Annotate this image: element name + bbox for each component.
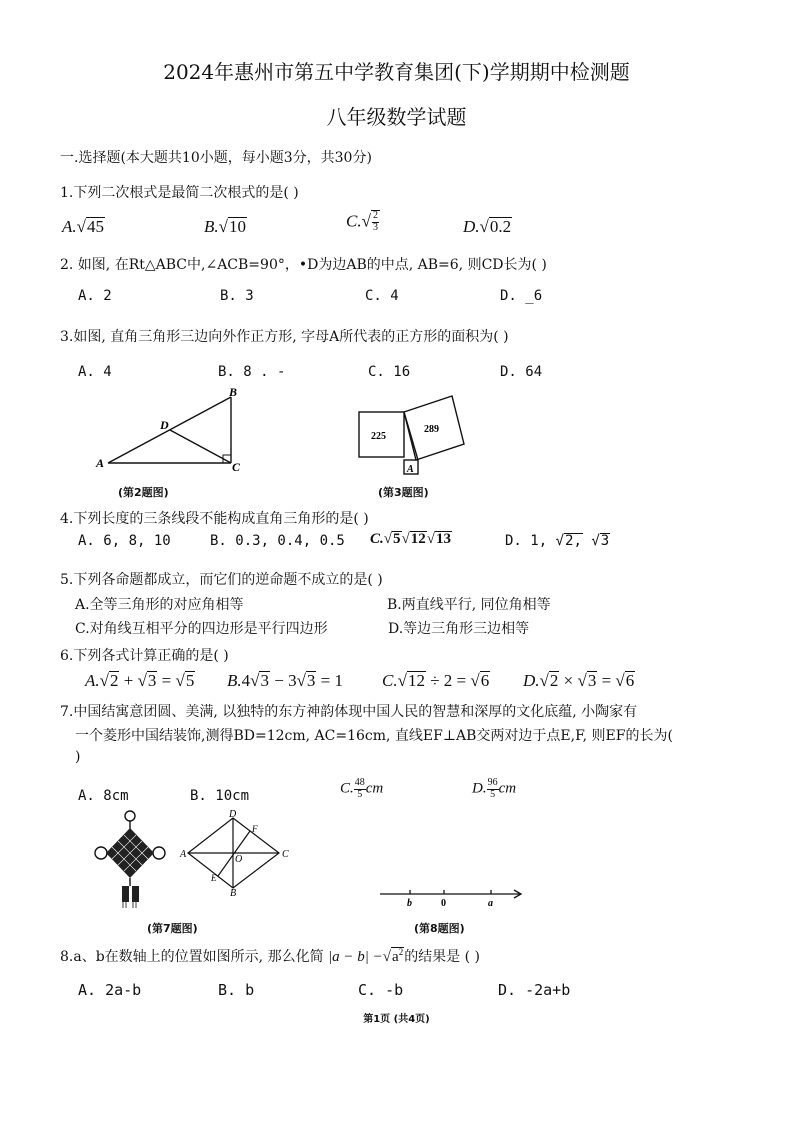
q6-option-d: D.√2 × √3 = √6: [523, 671, 635, 690]
q1-option-b: B.√10: [204, 217, 246, 236]
label-c: C: [232, 460, 241, 474]
exam-subtitle: 八年级数学试题: [326, 105, 467, 129]
label-e: E: [211, 873, 217, 883]
label-o: O: [235, 854, 243, 865]
q4-option-a: A. 6, 8, 10: [78, 533, 171, 549]
q8-option-d: D. -2a+b: [498, 981, 571, 999]
label-b: B: [230, 888, 237, 898]
question-1-stem: 1.下列二次根式是最简二次根式的是( ): [60, 185, 299, 201]
label-c: C: [282, 849, 289, 860]
question-7-line-2: 一个菱形中国结装饰,测得BD=12cm, AC=16cm, 直线EF⊥AB交两对边于点E,F, 则EF的长为(: [75, 728, 673, 744]
q2-option-a: A. 2: [78, 288, 112, 304]
label-f: F: [252, 824, 258, 834]
label-b: b: [407, 898, 412, 908]
q3-option-a: A. 4: [78, 364, 112, 380]
q1-option-c: C.√ $\frac{2}{3}$: [346, 210, 378, 233]
q5-option-b: B.两直线平行, 同位角相等: [387, 597, 551, 613]
q1-option-a: A.√45: [62, 217, 104, 236]
label-225: 225: [371, 431, 386, 442]
question-7-line-3: ): [75, 749, 81, 765]
question-5-stem: 5.下列各命题都成立，而它们的逆命题不成立的是( ): [60, 572, 383, 588]
figure-3-caption: (第3题图): [378, 486, 429, 499]
label-b: B: [229, 385, 238, 399]
q7-option-c: C. $\frac{48}{5}$ cm: [340, 777, 384, 800]
hypotenuse: [404, 412, 418, 460]
q5-option-a: A.全等三角形的对应角相等: [75, 597, 244, 613]
segment-cd: [170, 430, 231, 463]
q3-option-b: B. 8 . -: [218, 364, 286, 380]
q2-option-d: D. _6: [500, 288, 543, 304]
q7-option-a: A. 8cm: [78, 788, 129, 804]
figure-7-rhombus: [176, 808, 296, 898]
q4-option-d: D. 1, √2, √3: [505, 533, 610, 549]
q4-option-b: B. 0.3, 0.4, 0.5: [210, 533, 345, 549]
q8-option-a: A. 2a-b: [78, 981, 142, 999]
label-d: D: [160, 418, 169, 432]
question-6-stem: 6.下列各式计算正确的是( ): [60, 648, 229, 664]
q6-option-c: C.√12 ÷ 2 = √6: [382, 671, 490, 690]
page-number: 第1页 (共4页): [363, 1014, 430, 1025]
figure-8-caption: (第8题图): [414, 922, 465, 935]
exam-title: 2024年惠州市第五中学教育集团(下)学期期中检测题: [163, 60, 630, 84]
section-heading: 一.选择题(本大题共10小题，每小题3分，共30分): [60, 150, 372, 166]
label-a: A: [407, 464, 414, 475]
figure-3-squares: [352, 388, 478, 480]
label-d: D: [229, 809, 237, 820]
label-zero: 0: [441, 898, 446, 908]
q6-option-a: A.√2 + √3 = √5: [85, 671, 195, 690]
q5-option-d: D.等边三角形三边相等: [388, 621, 530, 637]
q8-option-b: B. b: [218, 981, 255, 999]
q2-option-b: B. 3: [220, 288, 254, 304]
figure-2-caption: (第2题图): [118, 486, 169, 499]
q5-option-c: C.对角线互相平分的四边形是平行四边形: [75, 621, 328, 637]
q8-option-c: C. -b: [358, 981, 404, 999]
q3-option-c: C. 16: [368, 364, 411, 380]
question-7-line-1: 7.中国结寓意团圆、美满, 以独特的东方神韵体现中国人民的智慧和深厚的文化底蕴, 小陶家有: [60, 704, 638, 720]
figure-8-number-line: [376, 882, 526, 908]
q3-option-d: D. 64: [500, 364, 543, 380]
question-2-stem: 2. 如图, 在Rt△ABC中,∠ACB=90°，•D为边AB的中点, AB=6, 则CD长为( ): [60, 257, 547, 273]
q6-option-b: B.4√3 − 3√3 = 1: [227, 671, 344, 690]
figure-2-triangle: [90, 385, 250, 475]
question-3-stem: 3.如图, 直角三角形三边向外作正方形, 字母A所代表的正方形的面积为( ): [60, 329, 509, 345]
q4-option-c: C.√5√12√13: [370, 531, 451, 547]
q1-option-d: D.√0.2: [463, 217, 512, 236]
question-8-stem: 8.a、b在数轴上的位置如图所示, 那么化简 $|a - b| -√a^2$的结果是 ( ): [60, 947, 481, 965]
figure-7-caption: (第7题图): [147, 922, 198, 935]
label-a: A: [180, 849, 187, 860]
label-a: a: [488, 898, 493, 908]
q2-option-c: C. 4: [365, 288, 399, 304]
question-4-stem: 4.下列长度的三条线段不能构成直角三角形的是( ): [60, 511, 369, 527]
label-289: 289: [424, 424, 439, 435]
q7-option-b: B. 10cm: [190, 788, 250, 804]
label-a: A: [96, 456, 105, 470]
q7-option-d: D. $\frac{96}{5}$ cm: [472, 777, 517, 800]
chinese-knot-image: [92, 808, 172, 913]
